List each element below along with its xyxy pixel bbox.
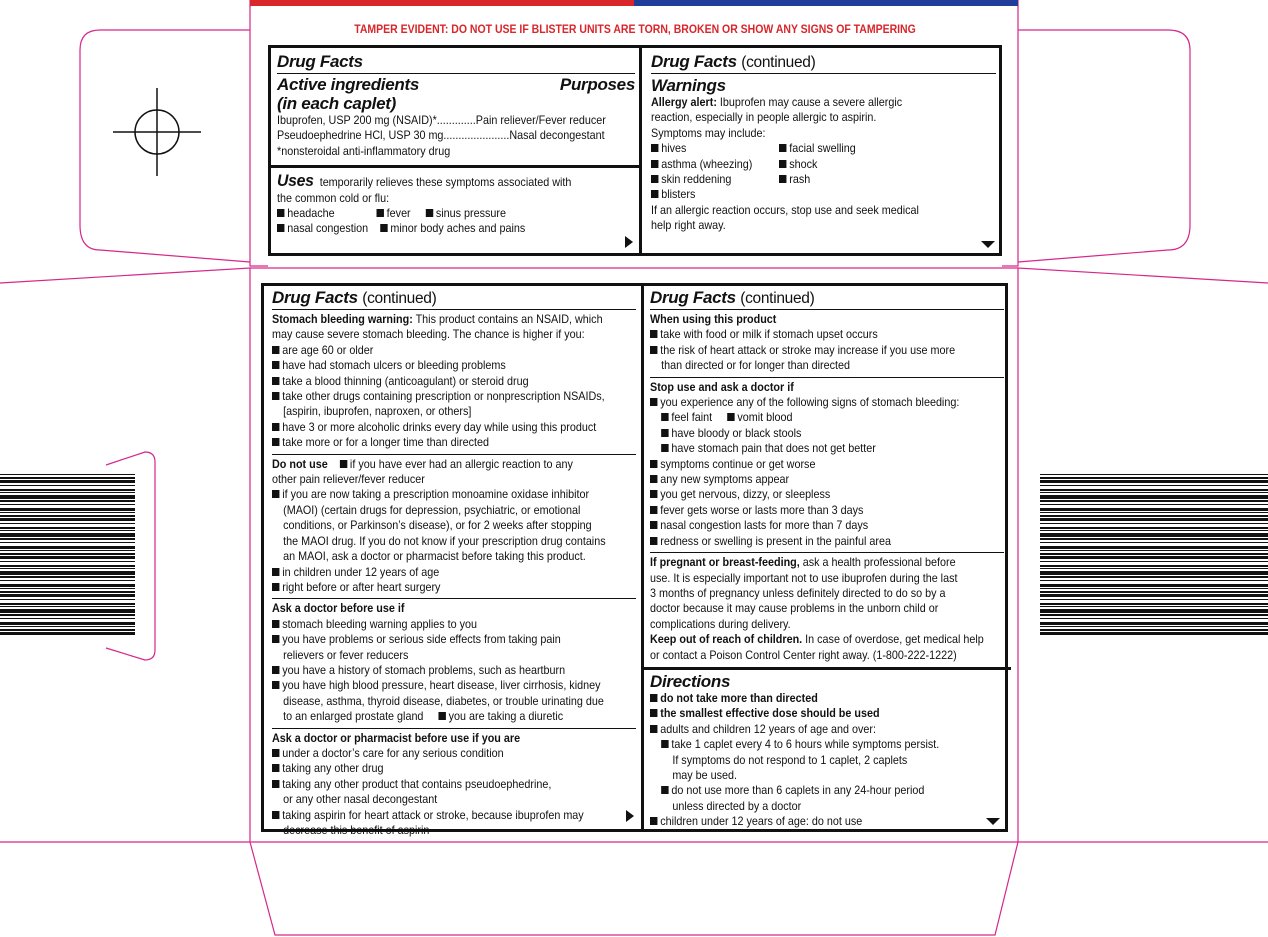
- bullet-icon: [272, 620, 279, 628]
- symptom-item: shock: [779, 157, 898, 172]
- list-item: take a blood thinning (anticoagulant) or steroid drug: [272, 374, 611, 389]
- continue-down-arrow-icon: [986, 818, 1000, 825]
- list-item: taking aspirin for heart attack or stroke, because ibuprofen may: [272, 808, 611, 823]
- directions-sub-item: If symptoms do not respond to 1 caplet, 2 caplets: [672, 753, 908, 767]
- when-using-label: When using this product: [650, 313, 777, 326]
- bullet-icon: [650, 475, 657, 483]
- allergy-after-text: If an allergic reaction occurs, stop use and seek medical: [651, 203, 919, 217]
- stomach-warning-label: Stomach bleeding warning:: [272, 313, 413, 326]
- continued-label: (continued): [362, 290, 437, 307]
- drug-facts-title: Drug Facts: [272, 288, 358, 307]
- list-item: relievers or fever reducers: [283, 648, 409, 662]
- directions-item: children under 12 years of age: do not use: [650, 814, 979, 829]
- bullet-icon: [650, 506, 657, 514]
- ingredient-line: Pseudoephedrine HCl, USP 30 mg......................Nasal decongestant: [277, 129, 605, 143]
- list-item: taking any other drug: [272, 761, 611, 776]
- bullet-icon: [661, 740, 668, 748]
- list-item: or any other nasal decongestant: [283, 793, 438, 807]
- directions-item: do not take more than directed: [650, 691, 979, 706]
- bullet-icon: [650, 537, 657, 545]
- bullet-icon: [272, 780, 279, 788]
- ask-pharmacist-list: [272, 746, 636, 838]
- bullet-icon: [650, 490, 657, 498]
- list-item: decrease this benefit of aspirin: [283, 824, 430, 837]
- allergy-after-text: help right away.: [651, 219, 726, 233]
- uses-heading: Uses: [277, 171, 314, 191]
- list-item: take more or for a longer time than directed: [272, 435, 611, 450]
- ask-doctor-last-line: to an enlarged prostate gland you are taking a diuretic: [283, 710, 564, 724]
- pregnant-text: complications during delivery.: [650, 617, 791, 631]
- uses-text: temporarily relieves these symptoms associated with: [319, 176, 572, 190]
- list-item: you have high blood pressure, heart disease, liver cirrhosis, kidney: [272, 678, 611, 693]
- bullet-icon: [272, 749, 279, 757]
- main-left-column: [272, 288, 636, 837]
- ask-doctor-label: Ask a doctor before use if: [272, 602, 405, 616]
- purposes-heading: Purposes: [559, 75, 635, 94]
- keep-out-text: or contact a Poison Control Center right away. (1-800-222-1222): [650, 648, 957, 662]
- pregnant-text: use. It is especially important not to use ibuprofen during the last: [650, 571, 958, 585]
- list-item: in children under 12 years of age: [272, 565, 611, 580]
- list-item: conditions, or Parkinson’s disease), or for 2 weeks after stopping: [283, 519, 592, 533]
- drug-facts-title: Drug Facts: [650, 288, 736, 307]
- bullet-icon: [272, 568, 279, 576]
- top-right-column: [651, 52, 996, 252]
- continued-label: (continued): [740, 290, 815, 307]
- list-item: an MAOI, ask a doctor or pharmacist before taking this product.: [283, 550, 586, 564]
- top-left-column: [277, 52, 635, 252]
- list-item: fever gets worse or lasts more than 3 days: [650, 503, 979, 518]
- stop-use-label: Stop use and ask a doctor if: [650, 380, 794, 394]
- symptom-item: blisters: [651, 187, 770, 202]
- list-item: have had stomach ulcers or bleeding problems: [272, 358, 611, 373]
- pregnant-text: doctor because it may cause problems in the unborn child or: [650, 602, 939, 616]
- bullet-icon: [650, 521, 657, 529]
- list-item: redness or swelling is present in the painful area: [650, 534, 979, 549]
- list-item: symptoms continue or get worse: [650, 457, 979, 472]
- continue-arrow-icon: [625, 236, 633, 248]
- directions-heading: Directions: [650, 671, 731, 691]
- list-item: have 3 or more alcoholic drinks every day while using this product: [272, 420, 611, 435]
- list-item: you have a history of stomach problems, such as heartburn: [272, 663, 611, 678]
- stop-use-sub-item: feel faint vomit blood: [650, 410, 979, 425]
- directions-sub-item: may be used.: [672, 768, 738, 782]
- continue-arrow-icon: [626, 810, 634, 822]
- continued-label: (continued): [741, 54, 816, 71]
- list-item: nasal congestion lasts for more than 7 days: [650, 518, 979, 533]
- ask-pharmacist-label: Ask a doctor or pharmacist before use if you are: [272, 731, 521, 745]
- list-item: take with food or milk if stomach upset occurs: [650, 327, 979, 342]
- bullet-icon: [650, 330, 657, 338]
- allergy-text: reaction, especially in people allergic to aspirin.: [651, 111, 877, 125]
- list-item: the risk of heart attack or stroke may increase if you use more: [650, 343, 979, 358]
- list-item: right before or after heart surgery: [272, 580, 611, 595]
- directions-sub-item: unless directed by a doctor: [672, 799, 802, 813]
- bullet-icon: [272, 490, 279, 498]
- bullet-icon: [272, 377, 279, 385]
- list-item: take other drugs containing prescription or nonprescription NSAIDs,: [272, 389, 611, 404]
- allergy-text: Symptoms may include:: [651, 126, 766, 140]
- top-drug-facts-panel: [268, 45, 1002, 256]
- symptom-item: asthma (wheezing): [651, 157, 770, 172]
- uses-row: headache fever sinus pressure: [277, 206, 610, 221]
- list-item: you get nervous, dizzy, or sleepless: [650, 487, 979, 502]
- pregnant-text: ask a health professional before: [802, 556, 956, 570]
- list-item: any new symptoms appear: [650, 472, 979, 487]
- directions-sub-item: do not use more than 6 caplets in any 24-hour period: [650, 783, 979, 798]
- bullet-icon: [272, 361, 279, 369]
- main-drug-facts-panel: [261, 283, 1008, 837]
- do-not-use-list: [272, 487, 636, 595]
- bullet-icon: [661, 786, 668, 794]
- barcode-left: [0, 474, 135, 639]
- pregnant-text: 3 months of pregnancy unless definitely directed to do so by a: [650, 586, 946, 600]
- stomach-warning-list: [272, 343, 636, 451]
- list-item: under a doctor’s care for any serious condition: [272, 746, 611, 761]
- keep-out-text: In case of overdose, get medical help: [805, 633, 984, 647]
- stop-use-list: [650, 457, 1004, 549]
- continue-down-arrow-icon: [981, 241, 995, 248]
- list-item: you have problems or serious side effects from taking pain: [272, 632, 611, 647]
- when-using-list: [650, 327, 1004, 373]
- bullet-icon: [272, 681, 279, 689]
- directions-item: adults and children 12 years of age and over:: [650, 722, 979, 737]
- barcode-right: [1040, 474, 1268, 639]
- directions-item: the smallest effective dose should be used: [650, 706, 979, 721]
- symptom-item: rash: [779, 172, 898, 187]
- bullet-icon: [650, 460, 657, 468]
- directions-sub-item: take 1 caplet every 4 to 6 hours while symptoms persist.: [650, 737, 979, 752]
- list-item: stomach bleeding warning applies to you: [272, 617, 611, 632]
- tamper-evident-notice: TAMPER EVIDENT: DO NOT USE IF BLISTER UNITS ARE TORN, BROKEN OR SHOW ANY SIGNS OF TAMPERING: [354, 22, 916, 36]
- pregnant-label: If pregnant or breast-feeding,: [650, 556, 800, 570]
- keep-out-label: Keep out of reach of children.: [650, 633, 803, 647]
- do-not-use-text: if you have ever had an allergic reaction to any: [349, 457, 573, 471]
- warnings-heading: Warnings: [651, 76, 726, 95]
- bullet-icon: [272, 583, 279, 591]
- bullet-icon: [272, 811, 279, 819]
- active-ingredients-heading: Active ingredients: [277, 75, 419, 94]
- bullet-icon: [272, 346, 279, 354]
- stop-use-sub-item: have stomach pain that does not get better: [650, 441, 979, 456]
- registration-mark-icon: [113, 88, 201, 176]
- list-item: [aspirin, ibuprofen, naproxen, or others]: [283, 405, 472, 419]
- list-item: disease, asthma, thyroid disease, diabetes, or trouble urinating due: [283, 694, 604, 708]
- symptom-item: facial swelling: [779, 141, 898, 156]
- allergy-alert-label: Allergy alert:: [651, 96, 717, 109]
- allergy-text: Ibuprofen may cause a severe allergic: [719, 96, 903, 109]
- ingredient-line: Ibuprofen, USP 200 mg (NSAID)*.............Pain reliever/Fever reducer: [277, 114, 606, 127]
- uses-text: the common cold or flu:: [277, 191, 390, 205]
- symptom-item: skin reddening: [651, 172, 770, 187]
- main-right-column: [650, 288, 1004, 829]
- drug-facts-title: Drug Facts: [277, 52, 363, 71]
- stop-use-sub-item: have bloody or black stools: [650, 426, 979, 441]
- do-not-use-text: other pain reliever/fever reducer: [272, 473, 425, 487]
- stop-use-item: you experience any of the following signs of stomach bleeding:: [650, 395, 979, 410]
- bullet-icon: [650, 346, 657, 354]
- list-item: than directed or for longer than directed: [661, 359, 850, 373]
- ask-doctor-list: [272, 617, 636, 709]
- stomach-warning-text: This product contains an NSAID, which: [415, 313, 603, 326]
- list-item: the MAOI drug. If you do not know if your prescription drug contains: [283, 534, 606, 548]
- do-not-use-label: Do not use: [272, 457, 328, 471]
- symptom-item: hives: [651, 141, 770, 156]
- ingredient-footnote: *nonsteroidal anti-inflammatory drug: [277, 144, 451, 158]
- directions-sub-list: [650, 737, 1004, 814]
- bullet-icon: [272, 666, 279, 674]
- bullet-icon: [272, 764, 279, 772]
- list-item: taking any other product that contains pseudoephedrine,: [272, 777, 611, 792]
- active-ingredients-subheading: (in each caplet): [277, 94, 396, 113]
- list-item: (MAOI) (certain drugs for depression, psychiatric, or emotional: [283, 503, 581, 517]
- list-item: are age 60 or older: [272, 343, 611, 358]
- uses-row: nasal congestion minor body aches and pains: [277, 221, 610, 236]
- bullet-icon: [272, 392, 279, 400]
- bullet-icon: [272, 423, 279, 431]
- drug-facts-title: Drug Facts: [651, 52, 737, 71]
- stomach-warning-text: may cause severe stomach bleeding. The chance is higher if you:: [272, 328, 585, 342]
- bullet-icon: [272, 635, 279, 643]
- bullet-icon: [272, 438, 279, 446]
- list-item: if you are now taking a prescription monoamine oxidase inhibitor: [272, 487, 611, 502]
